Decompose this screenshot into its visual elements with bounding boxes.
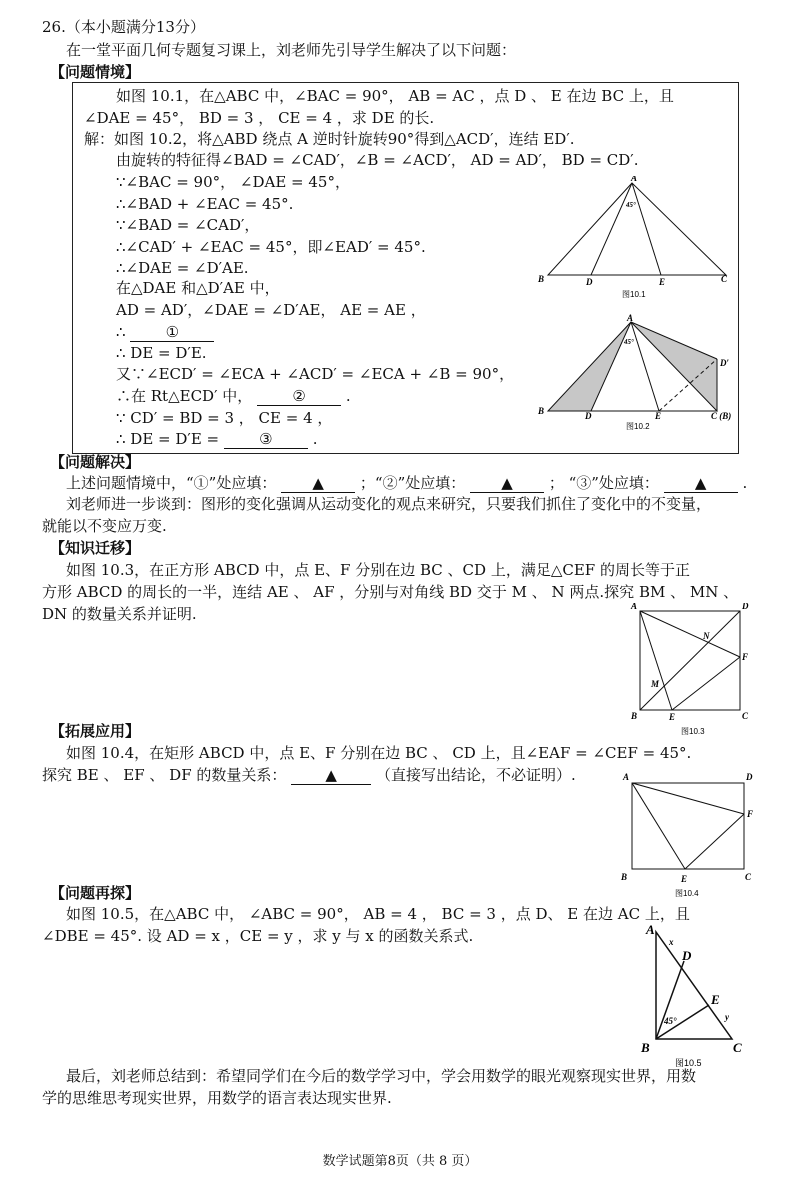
- blank-3: ③: [224, 430, 308, 449]
- section-title-revisit: 【问题再探】: [50, 884, 141, 902]
- answer-label-1: 上述问题情境中，“①”处应填：: [66, 474, 277, 492]
- extend-suffix: （直接写出结论，不必证明）.: [375, 766, 576, 784]
- solution-line-1: 解：如图 10.2，将△ABD 绕点 A 逆时针旋转90°得到△ACD′，连结 ED′.: [84, 130, 575, 148]
- label-b: B: [631, 711, 638, 721]
- extend-prefix: 探究 BE 、 EF 、 DF 的数量关系：: [42, 766, 287, 784]
- blank-1: ①: [130, 323, 214, 342]
- label-d: D: [682, 948, 692, 963]
- solution-line-7: ∴∠DAE = ∠D′AE.: [116, 259, 249, 277]
- label-d: D: [585, 411, 592, 421]
- figure-caption: 图10.5: [675, 1058, 702, 1068]
- de-equals-text: ∴ DE = D′E =: [116, 430, 220, 448]
- label-b: B: [538, 406, 545, 416]
- label-e: E: [711, 992, 720, 1007]
- label-m: M: [651, 679, 660, 689]
- closing-line-2: 学的思维思考现实世界，用数学的语言表达现实世界.: [42, 1089, 392, 1107]
- answer-label-3: ； “③”处应填：: [548, 474, 659, 492]
- label-angle-45: 45°: [626, 201, 636, 209]
- label-b: B: [641, 1040, 650, 1055]
- answer-label-2: ；“②”处应填：: [359, 474, 466, 492]
- answer-blank-3: ▲: [664, 474, 738, 493]
- label-b: B: [621, 872, 628, 882]
- segment-bd: [656, 961, 684, 1039]
- label-e: E: [669, 712, 676, 722]
- situation-line-1: 如图 10.1，在△ABC 中，∠BAC = 90°， AB = AC ，点 D 、 E 在边 BC 上，且: [116, 87, 674, 105]
- extend-line-2: [42, 765, 576, 785]
- remark-line-2: 就能以不变应万变.: [42, 517, 167, 535]
- label-angle-45: 45°: [664, 1016, 677, 1026]
- solution-line-3: ∵∠BAC = 90°， ∠DAE = 45°，: [116, 173, 350, 191]
- section-title-transfer: 【知识迁移】: [50, 539, 141, 557]
- label-c: C: [742, 711, 749, 721]
- problem-header: 26.（本小题满分13分）: [42, 18, 205, 36]
- solution-line-8: 在△DAE 和△D′AE 中，: [116, 279, 280, 297]
- label-c: C: [745, 872, 752, 882]
- period-2: .: [345, 387, 351, 405]
- diagonal-bd: [640, 611, 740, 710]
- figure-caption: 图10.4: [675, 889, 699, 898]
- answer-line: [66, 473, 747, 493]
- label-c: C: [733, 1040, 742, 1055]
- section-title-extend: 【拓展应用】: [50, 722, 141, 740]
- label-d: D: [746, 772, 753, 782]
- transfer-line-1: 如图 10.3，在正方形 ABCD 中，点 E、F 分别在边 BC 、CD 上，满足△CEF 的周长等于正: [66, 561, 690, 579]
- label-f: F: [742, 652, 749, 662]
- figure-10-5: [636, 920, 756, 1070]
- period-3: .: [312, 430, 318, 448]
- transfer-line-2: 方形 ABCD 的周长的一半，连结 AE 、 AF ，分别与对角线 BD 交于 M 、 N 两点.探究 BM 、 MN 、: [42, 583, 739, 601]
- figure-caption: 图10.3: [681, 727, 705, 736]
- section-title-solve: 【问题解决】: [50, 453, 141, 471]
- solution-line-10: [116, 322, 214, 342]
- solution-line-5: ∵∠BAD = ∠CAD′，: [116, 216, 260, 234]
- label-d: D: [586, 277, 593, 287]
- blank-2: ②: [257, 387, 341, 406]
- figure-10-2: [535, 313, 735, 435]
- label-a: A: [646, 922, 655, 937]
- situation-line-2: ∠DAE = 45°， BD = 3 ， CE = 4 ，求 DE 的长.: [84, 109, 435, 127]
- label-y: y: [725, 1012, 729, 1022]
- segment-ef: [672, 657, 740, 710]
- solution-line-2: 由旋转的特征得∠BAD = ∠CAD′，∠B = ∠ACD′， AD = AD′， BD = CD′.: [116, 151, 639, 169]
- solution-line-13: [116, 386, 351, 406]
- section-title-situation: 【问题情境】: [50, 63, 141, 81]
- remark-line-1: 刘老师进一步谈到：图形的变化强调从运动变化的观点来研究，只要我们抓住了变化中的不变量，: [66, 495, 712, 513]
- figure-10-3: [624, 603, 754, 738]
- segment-ef: [685, 814, 744, 869]
- figure-caption: 图10.2: [626, 422, 650, 431]
- label-e: E: [681, 874, 688, 884]
- label-a: A: [623, 772, 630, 782]
- extend-line-1: 如图 10.4，在矩形 ABCD 中，点 E、F 分别在边 BC 、 CD 上，且∠EAF = ∠CEF = 45°.: [66, 744, 692, 762]
- label-d-prime: D′: [720, 358, 730, 368]
- revisit-line-1: 如图 10.5，在△ABC 中， ∠ABC = 90°， AB = 4 ， BC = 3 ，点 D、 E 在边 AC 上，且: [66, 905, 690, 923]
- label-c-b: C (B): [711, 411, 732, 421]
- solution-line-15: [116, 429, 317, 449]
- label-a: A: [631, 176, 638, 183]
- answer-blank-2: ▲: [470, 474, 544, 493]
- closing-line-1: 最后，刘老师总结到：希望同学们在今后的数学学习中，学会用数学的眼光观察现实世界，用数: [66, 1067, 697, 1085]
- label-n: N: [703, 631, 710, 641]
- revisit-line-2: ∠DBE = 45°. 设 AD = x ，CE = y ，求 y 与 x 的函数关系式.: [42, 927, 474, 945]
- label-e: E: [659, 277, 666, 287]
- solution-line-9: AD = AD′，∠DAE = ∠D′AE， AE = AE ，: [116, 301, 426, 319]
- label-b: B: [538, 274, 545, 284]
- label-x: x: [669, 937, 674, 947]
- rt-triangle-text: ∴在 Rt△ECD′ 中，: [116, 387, 253, 405]
- solution-line-4: ∴∠BAD + ∠EAC = 45°.: [116, 195, 294, 213]
- extend-blank: ▲: [291, 766, 371, 785]
- label-e: E: [655, 411, 662, 421]
- figure-caption: 图10.1: [622, 290, 646, 299]
- transfer-line-3: DN 的数量关系并证明.: [42, 605, 197, 623]
- segment-ae: [640, 611, 672, 710]
- answer-blank-1: ▲: [281, 474, 355, 493]
- segment-ad: [591, 183, 632, 275]
- therefore-symbol: ∴: [116, 323, 126, 341]
- problem-intro: 在一堂平面几何专题复习课上，刘老师先引导学生解决了以下问题：: [66, 41, 517, 59]
- page-footer: 数学试题第8页（共 8 页）: [322, 1154, 478, 1169]
- solution-line-12: 又∵∠ECD′ = ∠ECA + ∠ACD′ = ∠ECA + ∠B = 90°，: [116, 365, 515, 383]
- label-angle-45: 45°: [624, 338, 634, 346]
- solution-line-14: ∵ CD′ = BD = 3 ， CE = 4 ，: [116, 409, 333, 427]
- label-c: C: [721, 274, 728, 284]
- label-f: F: [747, 809, 754, 819]
- figure-10-4: [618, 768, 763, 902]
- solution-line-11: ∴ DE = D′E.: [116, 344, 207, 362]
- answer-period: .: [742, 474, 748, 492]
- figure-10-1: [535, 176, 735, 302]
- solution-line-6: ∴∠CAD′ + ∠EAC = 45°，即∠EAD′ = 45°.: [116, 238, 426, 256]
- segment-af: [640, 611, 740, 657]
- label-a: A: [627, 313, 634, 323]
- label-d: D: [742, 603, 749, 611]
- label-a: A: [631, 603, 638, 611]
